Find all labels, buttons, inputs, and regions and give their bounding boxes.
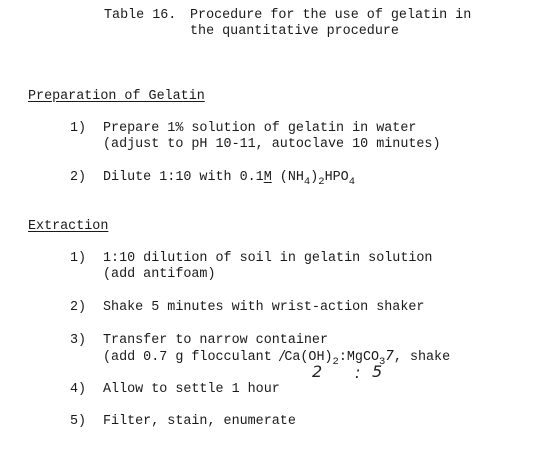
formula-subscript: 4 (303, 176, 311, 188)
table-label: Table 16. (104, 8, 177, 23)
step-text-part: , shake (393, 350, 451, 365)
formula-part: (NH (271, 170, 304, 185)
step-text: Transfer to narrow container (103, 333, 328, 348)
bracket-open: / (279, 349, 285, 364)
bracket-close: 7 (385, 349, 394, 364)
step-text: (add antifoam) (103, 267, 216, 282)
step-text-part: Dilute 1:10 with 0.1 (103, 170, 264, 185)
step-number: 1) (70, 251, 87, 266)
step-number: 2) (70, 300, 87, 315)
handwritten-colon: : (355, 363, 361, 382)
step-text-part: (add 0.7 g flocculant (103, 350, 280, 365)
formula-subscript: 3 (379, 356, 386, 368)
step-number: 1) (70, 121, 87, 136)
formula-subscript: 2 (332, 356, 339, 368)
table-title-line2: the quantitative procedure (190, 24, 399, 39)
formula-subscript: 2 (318, 176, 325, 188)
step-text: Filter, stain, enumerate (103, 414, 296, 429)
formula-part: ) (310, 170, 319, 185)
step-text-dilute (103, 170, 356, 188)
step-number: 5) (70, 414, 87, 429)
formula-part: :MgCO (338, 350, 380, 365)
step-text: (adjust to pH 10-11, autoclave 10 minutes) (103, 137, 441, 152)
handwritten-ratio-2: 2 (312, 362, 323, 381)
table-title-line1: Procedure for the use of gelatin in (190, 8, 472, 23)
step-number: 3) (70, 333, 87, 348)
step-text: 1:10 dilution of soil in gelatin solution (103, 251, 433, 266)
step-text: Prepare 1% solution of gelatin in water (103, 121, 417, 136)
section-heading-extraction: Extraction (28, 219, 109, 234)
section-heading-preparation: Preparation of Gelatin (28, 89, 205, 104)
step-text: Allow to settle 1 hour (103, 382, 280, 397)
formula-part: Ca(OH) (284, 350, 333, 365)
handwritten-ratio-5: 5 (372, 362, 383, 381)
unit-molar: M (263, 170, 272, 185)
formula-subscript: 4 (348, 176, 356, 188)
step-text-flocculant (103, 349, 451, 368)
step-text: Shake 5 minutes with wrist-action shaker (103, 300, 425, 315)
step-number: 4) (70, 382, 87, 397)
step-number: 2) (70, 170, 87, 185)
formula-part: HPO (324, 170, 349, 185)
